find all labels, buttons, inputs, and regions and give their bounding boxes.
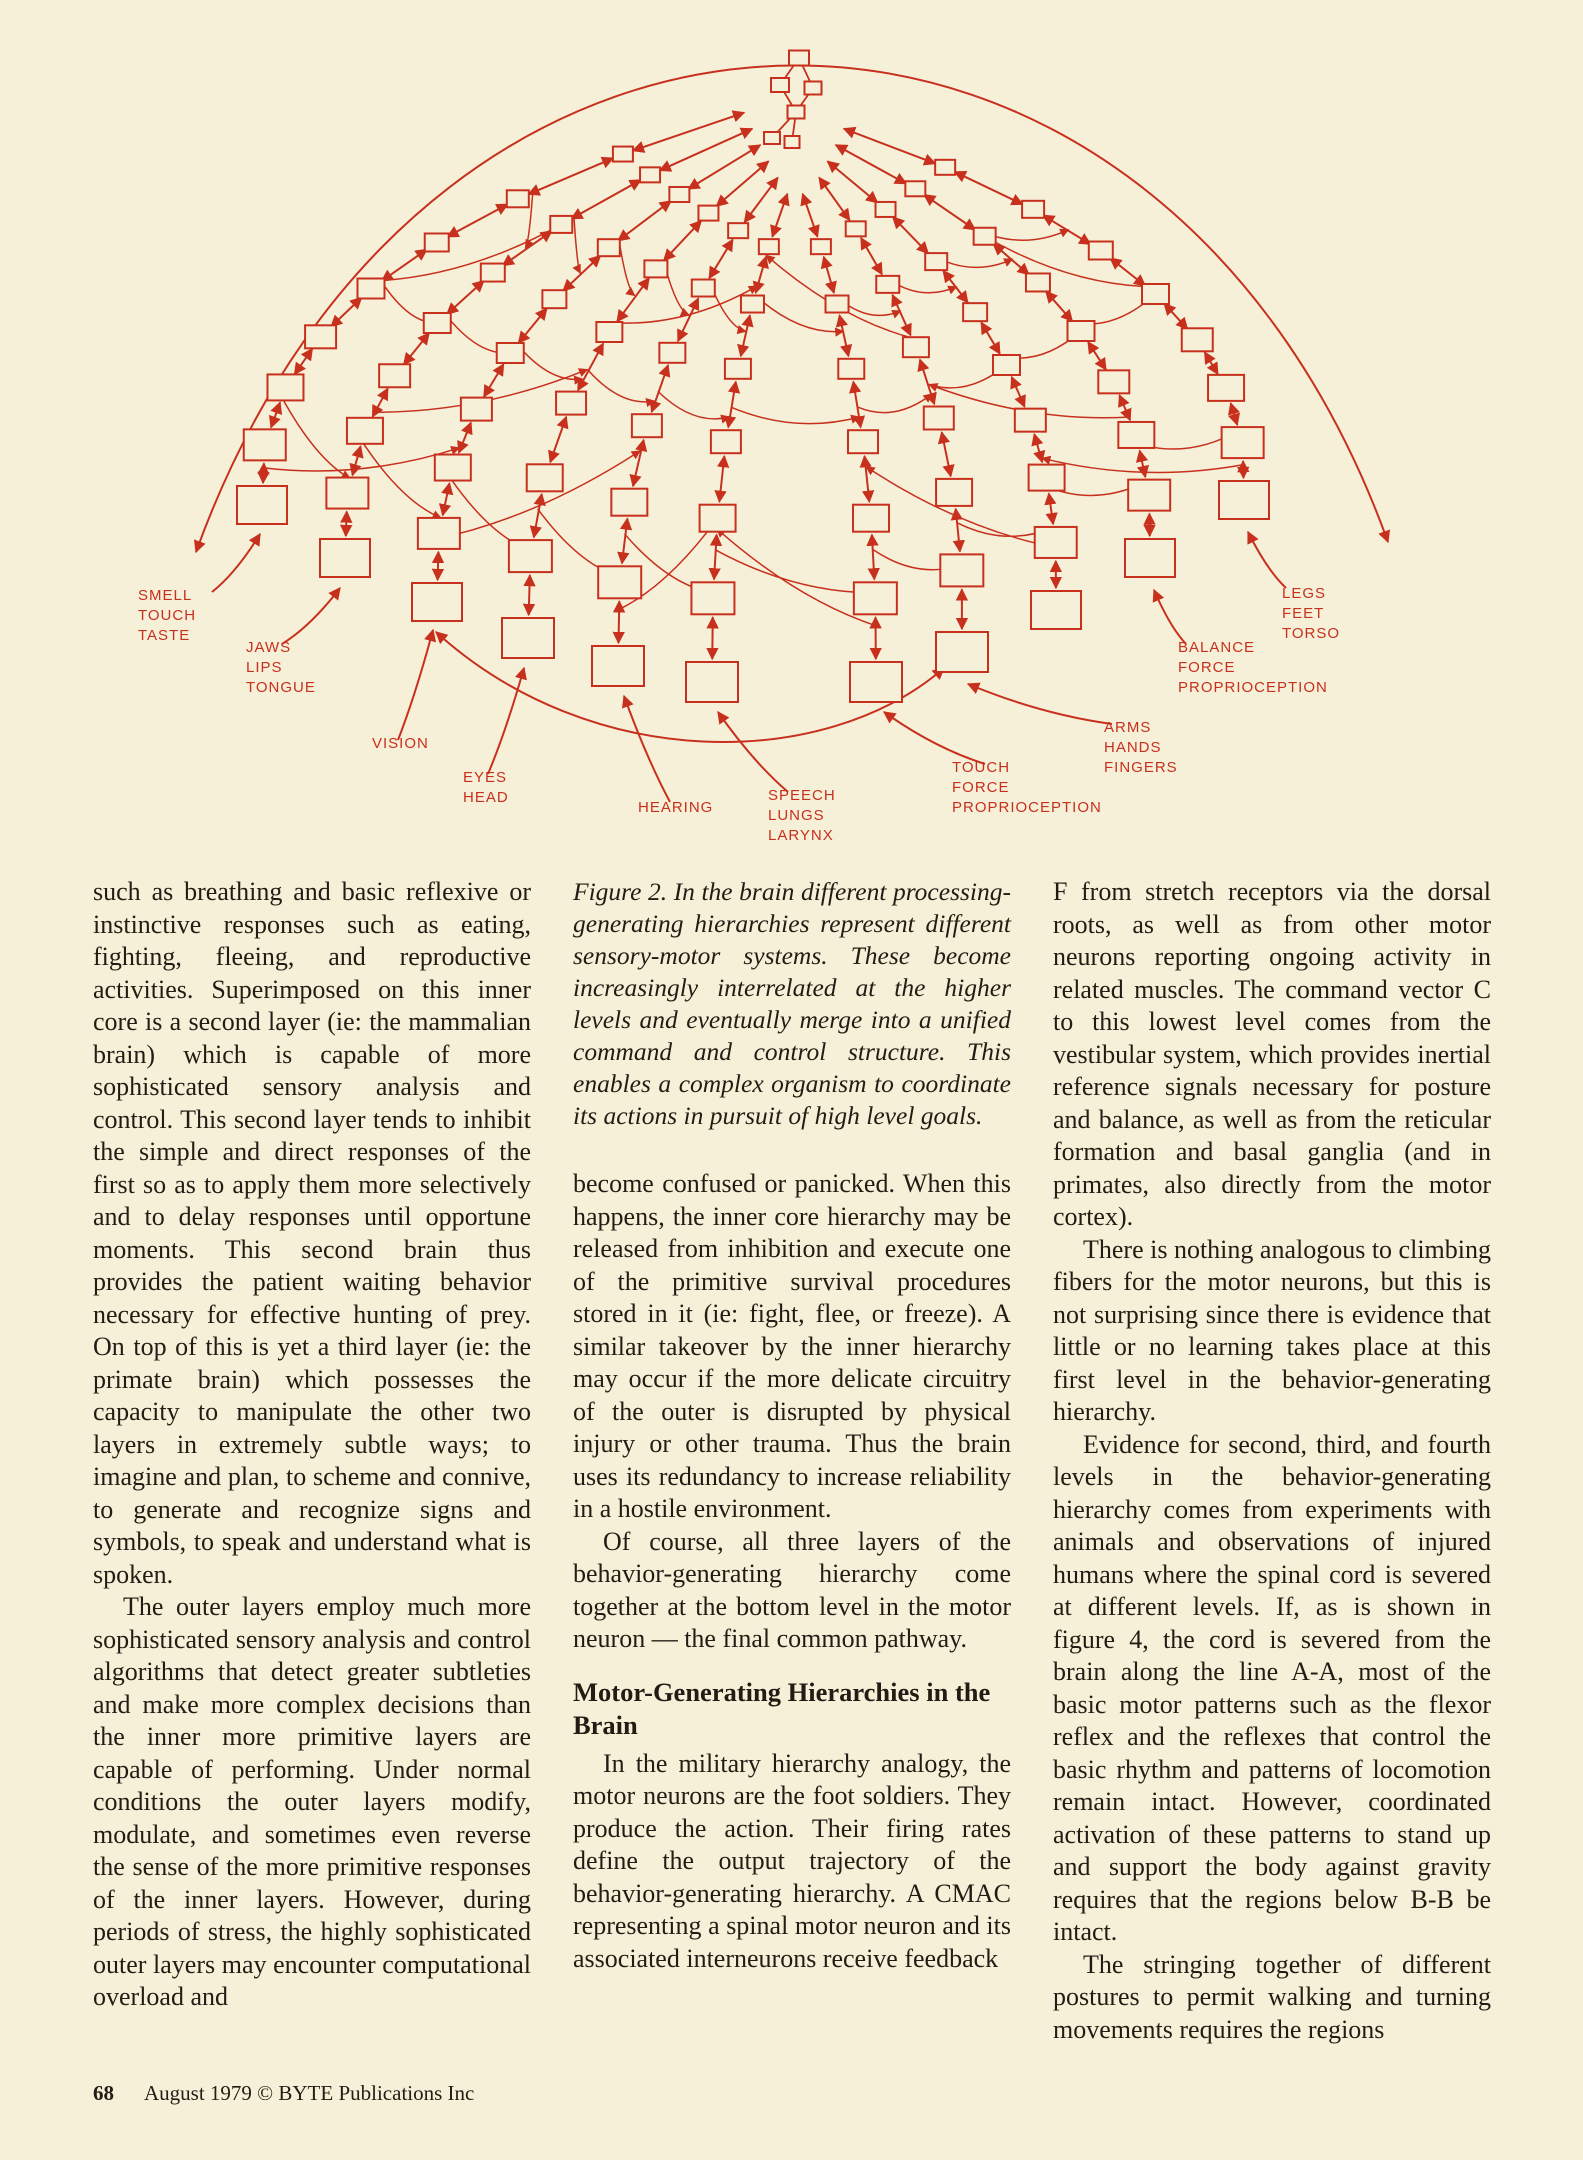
hierarchy-box [1089, 242, 1113, 260]
hierarchy-box [741, 296, 764, 313]
hierarchy-box [412, 583, 462, 621]
hierarchy-box [903, 337, 929, 357]
hierarchy-box [509, 540, 552, 572]
page-footer [93, 2081, 474, 2106]
hierarchy-box [418, 518, 460, 549]
hierarchy-box [527, 464, 563, 491]
hierarchy-box [550, 216, 572, 233]
hierarchy-box [940, 554, 983, 586]
hierarchy-box [592, 646, 644, 686]
article-body [93, 876, 1491, 2046]
hierarchy-box [692, 280, 715, 297]
hierarchy-box [1118, 422, 1154, 448]
hierarchy-box [425, 233, 449, 251]
hierarchy-box [1125, 539, 1175, 577]
figure-caption: Figure 2. In the brain different processing-generating hierarchies represent different sensory-motor systems. These become increasingly interrelated at the higher levels and eventually merge into a unified command and control structure. This enables a complex organism to coordinate its actions in pursuit of high level goals. [573, 877, 1011, 1130]
hierarchy-box [764, 132, 780, 144]
hierarchy-box [700, 505, 736, 532]
hierarchy-box [846, 221, 866, 236]
hierarchy-box [1031, 591, 1081, 629]
hierarchy-box [596, 322, 622, 342]
hierarchy-box [1015, 409, 1046, 432]
hierarchy-box [974, 228, 996, 245]
body-paragraph: In the military hierarchy analogy, the motor neurons are the foot soldiers. They produce the action. Their firing rates define the output trajectory of the behavior-generating hierarchy. A CMAC representing a spinal motor neuron and its associated interneurons receive feedback [573, 1748, 1011, 1973]
diagram-apex-cluster [772, 58, 813, 142]
hierarchy-box [691, 582, 734, 614]
hierarchy-box [853, 505, 889, 532]
hierarchy-box [686, 662, 738, 702]
column-1 [93, 876, 531, 2046]
hierarchy-box [481, 264, 505, 282]
hierarchy-box [358, 279, 385, 299]
hierarchy-box [640, 167, 660, 182]
hierarchy-box [826, 296, 849, 313]
hierarchy-box [936, 479, 972, 506]
hierarchy-box [1208, 375, 1244, 401]
hierarchy-box [728, 223, 748, 238]
hierarchy-box [1222, 427, 1264, 458]
figure-label-legs-feet-torso: LEGS FEET TORSO [1282, 585, 1341, 642]
hierarchy-box [848, 430, 878, 453]
hierarchy-box [244, 429, 286, 460]
hierarchy-box [1029, 465, 1065, 491]
hierarchy-box [611, 489, 647, 516]
hierarchy-box [698, 206, 718, 221]
figure-label-speech-lungs-larynx: SPEECH LUNGS LARYNX [768, 787, 836, 844]
hierarchy-box [1022, 201, 1044, 218]
hierarchy-box [598, 239, 620, 256]
hierarchy-box [644, 260, 667, 277]
hierarchy-box [556, 392, 586, 415]
hierarchy-box [771, 78, 789, 92]
hierarchy-box [347, 418, 383, 444]
hierarchy-box [542, 290, 566, 308]
hierarchy-box [993, 355, 1020, 375]
hierarchy-box [805, 82, 822, 95]
body-paragraph: The outer layers employ much more sophisticated sensory analysis and control algorithms that detect greater subtleties and make more complex decisions than the inner more primitive layers are capable of performing. Under normal conditions the outer layers modify, modulate, and sometimes even reverse the sense of the more primitive responses of the inner layers. However, during periods of stress, the highly sophisticated outer layers may encounter computational overload and [93, 1592, 531, 2011]
hierarchy-box [267, 374, 303, 400]
hierarchy-box [1026, 273, 1050, 291]
hierarchy-box [305, 325, 336, 348]
hierarchy-box [424, 313, 451, 333]
body-paragraph: become confused or panicked. When this happens, the inner core hierarchy may be released from inhibition and execute one of the primitive survival procedures stored in it (ie: fight, flee, or freeze). A similar takeover by the inner hierarchy may occur if the more delicate circuitry of the outer is disrupted by physical injury or other trauma. Thus the brain uses its redundancy to increase reliability in a hostile environment. [573, 1169, 1011, 1523]
hierarchy-box [925, 253, 947, 270]
hierarchy-box [963, 303, 987, 321]
body-paragraph: There is nothing analogous to climbing fibers for the motor neurons, but this is not surprising since there is evidence that little or no learning takes place at this first level in the behavior-generating hierarchy. [1053, 1234, 1491, 1426]
figure-label-balance-force-proprioception: BALANCE FORCE PROPRIOCEPTION [1178, 639, 1328, 696]
hierarchy-box [502, 618, 554, 658]
footer-text: August 1979 © BYTE Publications Inc [144, 2081, 475, 2105]
hierarchy-box [1068, 321, 1095, 341]
hierarchy-box [461, 398, 492, 421]
hierarchy-box [936, 632, 988, 672]
figure-label-arms-hands-fingers: ARMS HANDS FINGERS [1104, 719, 1178, 776]
hierarchy-box [320, 539, 370, 577]
hierarchy-box [379, 364, 410, 387]
body-paragraph: Of course, all three layers of the behavior-generating hierarchy come together at the bottom level in the motor neuron — the final common pathway. [573, 1526, 1011, 1653]
figure-label-hearing: HEARING [638, 799, 714, 816]
body-paragraph: such as breathing and basic reflexive or instinctive responses such as eating, fighting, fleeing, and reproductive activities. Superimposed on this inner core is a second layer (ie: the mammalian brain) which is capable of more sophisticated sensory analysis and control. This second layer tends to inhibit the simple and direct responses of the first so as to apply them more selectively and to delay responses until opportune moments. This second brain thus provides the patient waiting behavior necessary for effective hunting of prey. On top of this is yet a third layer (ie: the primate brain) which possesses the capacity to manipulate the other two layers in extremely subtle ways; to imagine and plan, to scheme and connive, to generate and recognize signs and symbols, to speak and understand what is spoken. [93, 877, 531, 1589]
brain-hierarchy-diagram [0, 0, 1583, 860]
body-paragraph: The stringing together of different postures to permit walking and turning movements requires the regions [1053, 1949, 1491, 2044]
hierarchy-box [811, 239, 831, 254]
hierarchy-box [838, 359, 864, 379]
column-3 [1053, 876, 1491, 2046]
hierarchy-box [632, 414, 662, 437]
figure-label-vision: VISION [372, 735, 429, 752]
body-paragraph: Evidence for second, third, and fourth levels in the behavior-generating hierarchy comes from experiments with animals and observations of injured humans where the spinal cord is severed at different levels. If, as is shown in figure 4, the cord is severed from the brain along the line A-A, most of the basic motor patterns such as the flexor reflex and the reflexes that control the basic rhythm and patterns of locomotion remain intact. However, coordinated activation of these patterns to stand up and support the body against gravity requires that the regions below B-B be intact. [1053, 1429, 1491, 1946]
hierarchy-box [711, 430, 741, 453]
hierarchy-box [669, 187, 689, 202]
hierarchy-box [759, 239, 779, 254]
hierarchy-box [237, 486, 287, 524]
hierarchy-box [497, 343, 524, 363]
figure-label-eyes-head: EYES HEAD [463, 769, 509, 806]
hierarchy-box [326, 478, 368, 509]
hierarchy-box [435, 455, 471, 481]
hierarchy-box [905, 181, 925, 196]
figure-label-jaws-lips-tongue: JAWS LIPS TONGUE [246, 639, 316, 696]
hierarchy-box [1219, 481, 1269, 519]
diagram-hierarchy-boxes [237, 51, 1269, 703]
hierarchy-box [785, 136, 800, 148]
body-paragraph: F from stretch receptors via the dorsal roots, as well as from other motor neurons reporting ongoing activity in related muscles. The command vector C to this lowest level comes from the vestibular system, which provides inertial reference signals necessary for posture and balance, as well as from the reticular formation and basal ganglia (and in primates, also directly from the motor cortex). [1053, 877, 1491, 1231]
hierarchy-box [613, 147, 633, 162]
hierarchy-box [850, 662, 902, 702]
hierarchy-box [659, 343, 685, 363]
hierarchy-box [1142, 284, 1169, 304]
hierarchy-box [789, 51, 809, 66]
hierarchy-box [1128, 480, 1170, 511]
hierarchy-box [725, 359, 751, 379]
hierarchy-box [876, 202, 896, 217]
hierarchy-box [1035, 527, 1077, 558]
hierarchy-box [788, 106, 805, 119]
hierarchy-box [598, 566, 641, 598]
diagram-labels [138, 585, 1340, 844]
figure-2 [0, 0, 1583, 860]
hierarchy-box [1098, 370, 1129, 393]
hierarchy-box [935, 160, 955, 175]
figure-label-touch-force-proprioception: TOUCH FORCE PROPRIOCEPTION [952, 759, 1102, 816]
hierarchy-box [507, 190, 529, 207]
hierarchy-box [854, 582, 897, 614]
column-2 [573, 876, 1011, 2046]
page-number: 68 [93, 2081, 114, 2105]
section-heading: Motor-Generating Hierarchies in the Brain [573, 1676, 991, 1740]
hierarchy-box [876, 276, 899, 293]
hierarchy-box [924, 407, 954, 430]
hierarchy-box [1182, 328, 1213, 351]
figure-label-smell-touch-taste: SMELL TOUCH TASTE [138, 587, 197, 644]
